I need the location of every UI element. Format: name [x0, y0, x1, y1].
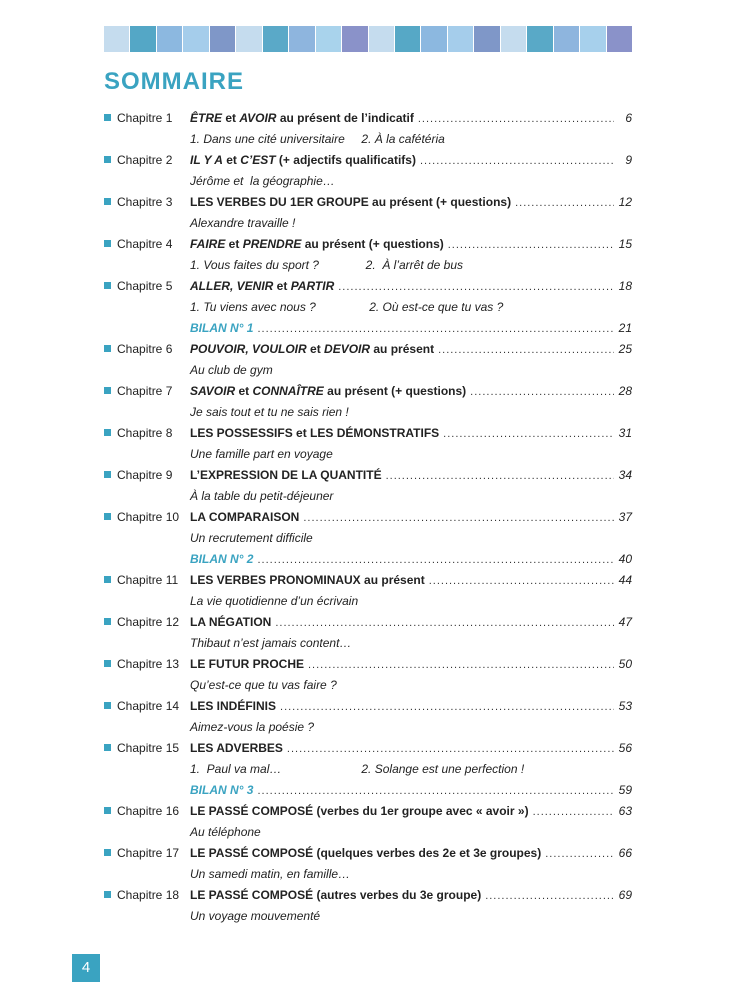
toc-chapter-entry[interactable]	[104, 738, 632, 780]
toc-row[interactable]	[104, 318, 632, 339]
chapter-label	[104, 381, 190, 402]
page-ref: 12	[618, 195, 632, 209]
chapter-title[interactable]	[190, 612, 271, 633]
chapter-label	[104, 276, 190, 297]
square-bullet-icon	[104, 282, 111, 289]
chapter-subtitle: Je sais tout et tu ne sais rien !	[190, 405, 349, 419]
title-part: et	[273, 279, 291, 293]
page-ref: 34	[618, 468, 632, 482]
chapter-title[interactable]	[190, 465, 382, 486]
dot-leader	[338, 277, 614, 298]
chapter-title[interactable]	[190, 885, 481, 906]
chapter-number: Chapitre 3	[117, 195, 173, 209]
page-ref: 66	[618, 846, 632, 860]
dot-leader	[303, 508, 614, 529]
chapter-subtitle: Thibaut n’est jamais content…	[190, 636, 352, 650]
header-square	[395, 26, 420, 52]
chapter-label	[104, 801, 190, 822]
toc-chapter-entry[interactable]	[104, 423, 632, 465]
toc-row[interactable]	[104, 549, 632, 570]
page-ref: 15	[618, 237, 632, 251]
header-square	[263, 26, 288, 52]
title-part: au présent (+ questions)	[323, 384, 467, 398]
header-square	[501, 26, 526, 52]
toc-row[interactable]	[104, 696, 632, 717]
title-part: LES INDÉFINIS	[190, 699, 277, 713]
page-number: 4	[72, 954, 100, 982]
chapter-number: Chapitre 15	[117, 741, 180, 755]
dot-leader	[308, 655, 614, 676]
header-square	[527, 26, 552, 52]
title-part: BILAN N° 1	[190, 321, 254, 335]
toc-chapter-entry[interactable]	[104, 612, 632, 654]
header-square	[183, 26, 208, 52]
square-bullet-icon	[104, 849, 111, 856]
dot-leader	[386, 466, 614, 487]
header-square	[369, 26, 394, 52]
page-ref: 56	[618, 741, 632, 755]
toc-chapter-entry[interactable]	[104, 234, 632, 276]
page-ref: 63	[618, 804, 632, 818]
page-ref: 69	[618, 888, 632, 902]
chapter-title[interactable]	[190, 423, 439, 444]
title-part: LE PASSÉ COMPOSÉ	[190, 888, 314, 902]
dot-leader	[533, 802, 614, 823]
chapter-number: Chapitre 11	[117, 573, 179, 587]
header-square	[607, 26, 632, 52]
chapter-label	[104, 654, 190, 675]
page-ref: 53	[618, 699, 632, 713]
toc-bilan-entry[interactable]	[104, 780, 632, 801]
chapter-title[interactable]	[190, 276, 334, 297]
page-ref: 50	[618, 657, 632, 671]
dot-leader	[515, 193, 614, 214]
page-ref: 9	[625, 153, 632, 167]
page-ref: 44	[618, 573, 632, 587]
square-bullet-icon	[104, 618, 111, 625]
toc-row[interactable]	[104, 276, 632, 297]
toc-chapter-entry[interactable]	[104, 843, 632, 885]
toc-chapter-entry[interactable]	[104, 507, 632, 549]
toc-row[interactable]	[104, 423, 632, 444]
title-part: ÊTRE	[190, 111, 223, 125]
chapter-title[interactable]	[190, 843, 541, 864]
toc-row[interactable]	[104, 654, 632, 675]
chapter-label	[104, 885, 190, 906]
dot-leader	[443, 424, 614, 445]
square-bullet-icon	[104, 345, 111, 352]
title-part: POUVOIR, VOULOIR	[190, 342, 307, 356]
square-bullet-icon	[104, 807, 111, 814]
chapter-label	[104, 339, 190, 360]
title-part: LES VERBES DU 1ER GROUPE au présent (+ questions)	[190, 195, 512, 209]
chapter-number: Chapitre 1	[117, 111, 173, 125]
chapter-subtitle: 1. Vous faites du sport ? 2. À l’arrêt de bus	[190, 258, 464, 272]
chapter-number: Chapitre 5	[117, 279, 173, 293]
dot-leader	[470, 382, 614, 403]
chapter-title[interactable]	[190, 549, 253, 570]
chapter-number: Chapitre 14	[117, 699, 180, 713]
header-square	[289, 26, 314, 52]
toc-row[interactable]	[104, 801, 632, 822]
dot-leader	[420, 151, 614, 172]
dot-leader	[257, 781, 614, 802]
page-ref: 31	[618, 426, 632, 440]
chapter-label	[104, 843, 190, 864]
header-square	[236, 26, 261, 52]
header-color-bar	[104, 26, 632, 52]
toc-row[interactable]	[104, 339, 632, 360]
title-part: BILAN N° 2	[190, 552, 254, 566]
header-square	[342, 26, 367, 52]
chapter-title[interactable]	[190, 507, 299, 528]
page-ref: 37	[618, 510, 632, 524]
chapter-number: Chapitre 12	[117, 615, 180, 629]
title-part: L’EXPRESSION DE LA QUANTITÉ	[190, 468, 382, 482]
title-part: et	[222, 111, 240, 125]
chapter-label	[104, 150, 190, 171]
title-part: PRENDRE	[242, 237, 302, 251]
toc-chapter-entry[interactable]	[104, 801, 632, 843]
header-square	[448, 26, 473, 52]
chapter-label	[104, 612, 190, 633]
dot-leader	[257, 319, 614, 340]
chapter-subtitle: 1. Paul va mal… 2. Solange est une perfection !	[190, 762, 525, 776]
chapter-number: Chapitre 16	[117, 804, 180, 818]
toc-row[interactable]	[104, 108, 632, 129]
chapter-title[interactable]	[190, 654, 304, 675]
chapter-title[interactable]	[190, 234, 444, 255]
square-bullet-icon	[104, 891, 111, 898]
header-square	[157, 26, 182, 52]
chapter-number: Chapitre 8	[117, 426, 173, 440]
chapter-title[interactable]	[190, 780, 253, 801]
square-bullet-icon	[104, 513, 111, 520]
header-square	[421, 26, 446, 52]
title-part: au présent	[370, 342, 435, 356]
chapter-subtitle: Un recrutement difficile	[190, 531, 313, 545]
toc-chapter-entry[interactable]	[104, 150, 632, 192]
chapter-subtitle: Jérôme et la géographie…	[190, 174, 335, 188]
title-part: DEVOIR	[324, 342, 371, 356]
chapter-label	[104, 234, 190, 255]
chapter-number: Chapitre 17	[117, 846, 180, 860]
title-part: AVOIR	[239, 111, 277, 125]
toc-row[interactable]	[104, 885, 632, 906]
toc-chapter-entry[interactable]	[104, 654, 632, 696]
page-ref: 47	[618, 615, 632, 629]
chapter-number: Chapitre 9	[117, 468, 173, 482]
toc-row[interactable]	[104, 612, 632, 633]
chapter-label	[104, 465, 190, 486]
toc-row[interactable]	[104, 780, 632, 801]
chapter-number: Chapitre 10	[117, 510, 180, 524]
title-part: (verbes du 1er groupe avec « avoir »)	[313, 804, 529, 818]
chapter-title[interactable]	[190, 381, 466, 402]
toc-chapter-entry[interactable]	[104, 192, 632, 234]
title-part: au présent (+ questions)	[301, 237, 444, 251]
chapter-label	[104, 192, 190, 213]
title-part: au présent de l’indicatif	[276, 111, 414, 125]
toc-row[interactable]	[104, 738, 632, 759]
title-part: IL Y A	[190, 153, 223, 167]
toc-bilan-entry[interactable]	[104, 549, 632, 570]
chapter-label	[104, 570, 190, 591]
toc-chapter-entry[interactable]	[104, 885, 632, 927]
title-part: SAVOIR	[190, 384, 236, 398]
chapter-title[interactable]	[190, 108, 414, 129]
chapter-label	[104, 507, 190, 528]
page-ref: 59	[618, 783, 632, 797]
title-part: et	[222, 153, 241, 167]
square-bullet-icon	[104, 156, 111, 163]
title-part: CONNAÎTRE	[252, 384, 324, 398]
chapter-subtitle: Au téléphone	[190, 825, 261, 839]
title-part: FAIRE	[190, 237, 226, 251]
toc-chapter-entry[interactable]	[104, 276, 632, 318]
toc-chapter-entry[interactable]	[104, 381, 632, 423]
dot-leader	[280, 697, 614, 718]
title-part: LES ADVERBES	[190, 741, 283, 755]
title-part: LA COMPARAISON	[190, 510, 300, 524]
square-bullet-icon	[104, 240, 111, 247]
toc-chapter-entry[interactable]	[104, 339, 632, 381]
page-ref: 40	[618, 552, 632, 566]
title-part: LES VERBES PRONOMINAUX au présent	[190, 573, 425, 587]
chapter-subtitle: La vie quotidienne d’un écrivain	[190, 594, 359, 608]
chapter-number: Chapitre 6	[117, 342, 173, 356]
chapter-title[interactable]	[190, 801, 529, 822]
chapter-subtitle: 1. Dans une cité universitaire 2. À la cafétéria	[190, 132, 445, 146]
chapter-subtitle: Qu’est-ce que tu vas faire ?	[190, 678, 337, 692]
title-part: LES POSSESSIFS et LES DÉMONSTRATIFS	[190, 426, 440, 440]
dot-leader	[418, 109, 614, 130]
chapter-label	[104, 423, 190, 444]
toc-chapter-entry[interactable]	[104, 465, 632, 507]
page-ref: 25	[618, 342, 632, 356]
dot-leader	[485, 886, 614, 907]
page-ref: 6	[625, 111, 632, 125]
dot-leader	[448, 235, 614, 256]
square-bullet-icon	[104, 198, 111, 205]
chapter-number: Chapitre 4	[117, 237, 173, 251]
title-part: et	[235, 384, 253, 398]
toc-row[interactable]	[104, 192, 632, 213]
toc-bilan-entry[interactable]	[104, 318, 632, 339]
chapter-label	[104, 738, 190, 759]
table-of-contents	[104, 108, 632, 927]
header-square	[474, 26, 499, 52]
toc-row[interactable]	[104, 234, 632, 255]
chapter-title[interactable]	[190, 150, 416, 171]
title-part: LE PASSÉ COMPOSÉ	[190, 804, 314, 818]
chapter-number: Chapitre 7	[117, 384, 173, 398]
dot-leader	[438, 340, 614, 361]
toc-chapter-entry[interactable]	[104, 570, 632, 612]
title-part: ALLER, VENIR	[190, 279, 274, 293]
square-bullet-icon	[104, 114, 111, 121]
title-part: (autres verbes du 3e groupe)	[313, 888, 482, 902]
title-part: LE PASSÉ COMPOSÉ	[190, 846, 314, 860]
chapter-title[interactable]	[190, 570, 425, 591]
square-bullet-icon	[104, 387, 111, 394]
header-square	[580, 26, 605, 52]
chapter-subtitle: À la table du petit-déjeuner	[190, 489, 334, 503]
header-square	[316, 26, 341, 52]
chapter-subtitle: Au club de gym	[190, 363, 273, 377]
toc-row[interactable]	[104, 150, 632, 171]
toc-row[interactable]	[104, 507, 632, 528]
toc-row[interactable]	[104, 843, 632, 864]
page-ref: 18	[618, 279, 632, 293]
square-bullet-icon	[104, 702, 111, 709]
chapter-label	[104, 696, 190, 717]
square-bullet-icon	[104, 576, 111, 583]
toc-row[interactable]	[104, 570, 632, 591]
page-ref: 21	[618, 321, 632, 335]
square-bullet-icon	[104, 471, 111, 478]
dot-leader	[287, 739, 614, 760]
chapter-label	[104, 108, 190, 129]
title-part: (quelques verbes des 2e et 3e groupes)	[313, 846, 542, 860]
chapter-subtitle: Aimez-vous la poésie ?	[190, 720, 315, 734]
chapter-subtitle: 1. Tu viens avec nous ? 2. Où est-ce que tu vas ?	[190, 300, 504, 314]
page-title: SOMMAIRE	[104, 68, 244, 95]
chapter-number: Chapitre 2	[117, 153, 173, 167]
title-part: LA NÉGATION	[190, 615, 272, 629]
title-part: et	[225, 237, 243, 251]
square-bullet-icon	[104, 429, 111, 436]
title-part: LE FUTUR PROCHE	[190, 657, 304, 671]
chapter-title[interactable]	[190, 696, 276, 717]
title-part: et	[306, 342, 325, 356]
chapter-number: Chapitre 18	[117, 888, 180, 902]
square-bullet-icon	[104, 660, 111, 667]
title-part: PARTIR	[290, 279, 335, 293]
toc-row[interactable]	[104, 381, 632, 402]
header-square	[554, 26, 579, 52]
chapter-subtitle: Un voyage mouvementé	[190, 909, 321, 923]
dot-leader	[429, 571, 614, 592]
toc-chapter-entry[interactable]	[104, 696, 632, 738]
chapter-title[interactable]	[190, 339, 434, 360]
chapter-subtitle: Une famille part en voyage	[190, 447, 333, 461]
dot-leader	[275, 613, 614, 634]
title-part: C’EST	[240, 153, 276, 167]
page-ref: 28	[618, 384, 632, 398]
chapter-subtitle: Un samedi matin, en famille…	[190, 867, 351, 881]
header-square	[130, 26, 155, 52]
title-part: BILAN N° 3	[190, 783, 254, 797]
header-square	[210, 26, 235, 52]
dot-leader	[545, 844, 614, 865]
chapter-title[interactable]	[190, 318, 253, 339]
toc-chapter-entry[interactable]	[104, 108, 632, 150]
square-bullet-icon	[104, 744, 111, 751]
header-square	[104, 26, 129, 52]
chapter-title[interactable]	[190, 738, 283, 759]
dot-leader	[257, 550, 614, 571]
chapter-number: Chapitre 13	[117, 657, 180, 671]
title-part: (+ adjectifs qualificatifs)	[275, 153, 416, 167]
chapter-title[interactable]	[190, 192, 511, 213]
chapter-subtitle: Alexandre travaille !	[190, 216, 296, 230]
toc-row[interactable]	[104, 465, 632, 486]
